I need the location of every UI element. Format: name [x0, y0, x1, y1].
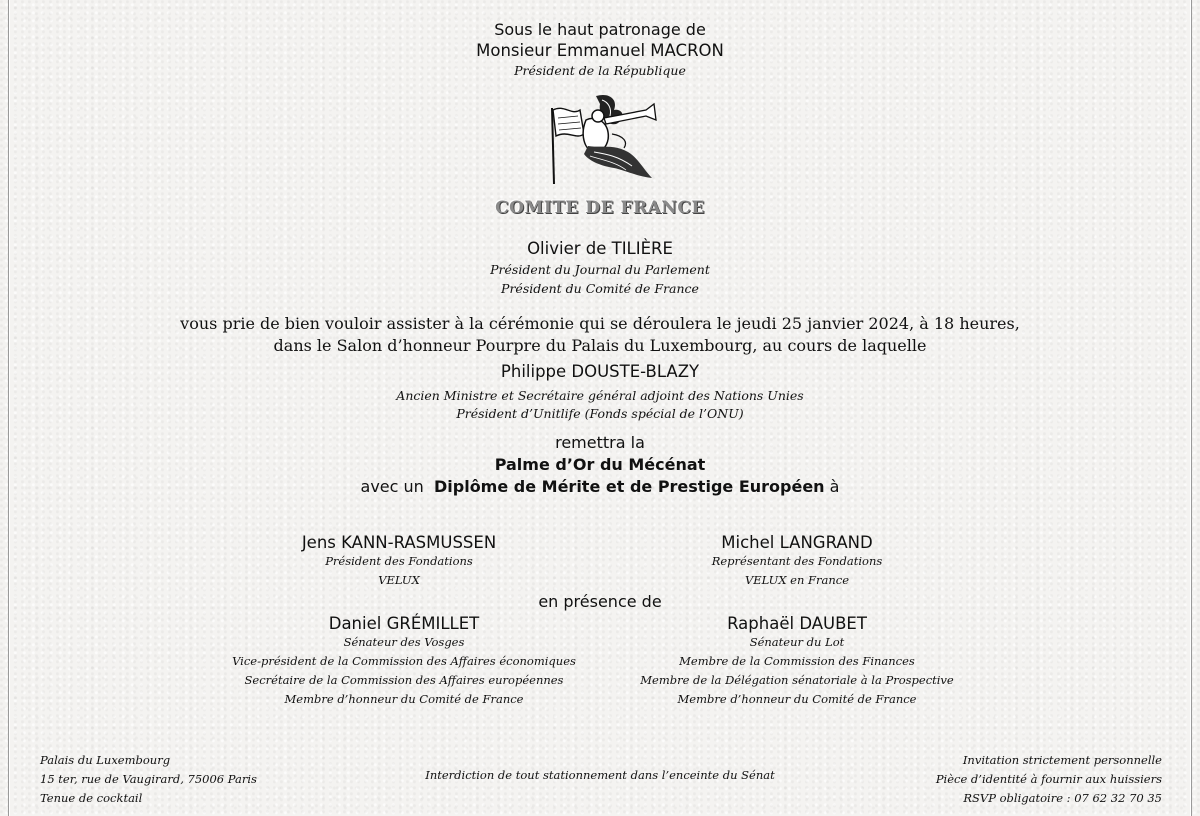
- footer-id-notice: Pièce d’identité à fournir aux huissiers: [935, 772, 1162, 786]
- host-title-1: Président du Journal du Parlement: [490, 262, 710, 277]
- patronage-intro: Sous le haut patronage de: [494, 20, 706, 39]
- footer-rsvp: RSVP obligatoire : 07 62 32 70 35: [963, 791, 1162, 805]
- recipient-title: Président des Fondations: [325, 554, 473, 568]
- footer-personal-notice: Invitation strictement personnelle: [962, 753, 1162, 767]
- diploma-name: Diplôme de Mérite et de Prestige Européen: [433, 477, 825, 496]
- guest-title: Membre de la Commission des Finances: [679, 654, 915, 668]
- footer-address: 15 ter, rue de Vaugirard, 75006 Paris: [40, 772, 257, 786]
- patron-title: Président de la République: [514, 63, 686, 78]
- footer-venue: Palais du Luxembourg: [40, 753, 171, 767]
- org-name: COMITE DE FRANCE: [495, 198, 705, 218]
- presenter-title-1: Ancien Ministre et Secrétaire général adjoint des Nations Unies: [396, 388, 804, 403]
- recipient-right: [647, 533, 947, 590]
- guest-right: [597, 614, 997, 709]
- prize-name: Palme d’Or du Mécénat: [494, 455, 706, 474]
- footer-dress-code: Tenue de cocktail: [40, 791, 143, 805]
- recipient-name: Michel LANGRAND: [721, 533, 873, 552]
- footer-right: [936, 751, 1162, 808]
- recipient-org: VELUX en France: [744, 573, 850, 587]
- invitation-line-2: dans le Salon d’honneur Pourpre du Palais du Luxembourg, au cours de laquelle: [273, 336, 927, 355]
- guest-title: Membre d’honneur du Comité de France: [677, 692, 917, 706]
- guest-name: Daniel GRÉMILLET: [328, 614, 480, 633]
- recipient-name: Jens KANN-RASMUSSEN: [301, 533, 497, 552]
- presenter-name: Philippe DOUSTE-BLAZY: [500, 362, 700, 381]
- angel-trumpet-flag-emblem-icon: [528, 90, 664, 186]
- patron-name: Monsieur Emmanuel MACRON: [476, 41, 724, 60]
- recipient-left: [249, 533, 549, 590]
- guest-name: Raphaël DAUBET: [727, 614, 867, 633]
- guest-title: Secrétaire de la Commission des Affaires européennes: [244, 673, 564, 687]
- diploma-line: [0, 477, 1200, 496]
- presence-label: en présence de: [538, 592, 662, 611]
- guest-title: Vice-président de la Commission des Affaires économiques: [232, 654, 576, 668]
- guest-title: Membre d’honneur du Comité de France: [284, 692, 524, 706]
- a-label: à: [829, 477, 840, 496]
- guest-title: Membre de la Délégation sénatoriale à la Prospective: [640, 673, 954, 687]
- recipient-org: VELUX: [378, 573, 420, 587]
- invitation-line-1: vous prie de bien vouloir assister à la cérémonie qui se déroulera le jeudi 25 janvier 2024, à 18 heures,: [180, 314, 1020, 333]
- remettra-label: remettra la: [555, 433, 645, 452]
- presenter-title-2: Président d’Unitlife (Fonds spécial de l’ONU): [456, 406, 744, 421]
- guest-title: Sénateur du Lot: [749, 635, 845, 649]
- guest-title: Sénateur des Vosges: [343, 635, 465, 649]
- footer-parking-notice: Interdiction de tout stationnement dans l’enceinte du Sénat: [425, 768, 775, 782]
- guest-left: [204, 614, 604, 709]
- recipient-title: Représentant des Fondations: [711, 554, 883, 568]
- host-title-2: Président du Comité de France: [501, 281, 699, 296]
- avec-label: avec un: [360, 477, 424, 496]
- host-name: Olivier de TILIÈRE: [527, 239, 673, 258]
